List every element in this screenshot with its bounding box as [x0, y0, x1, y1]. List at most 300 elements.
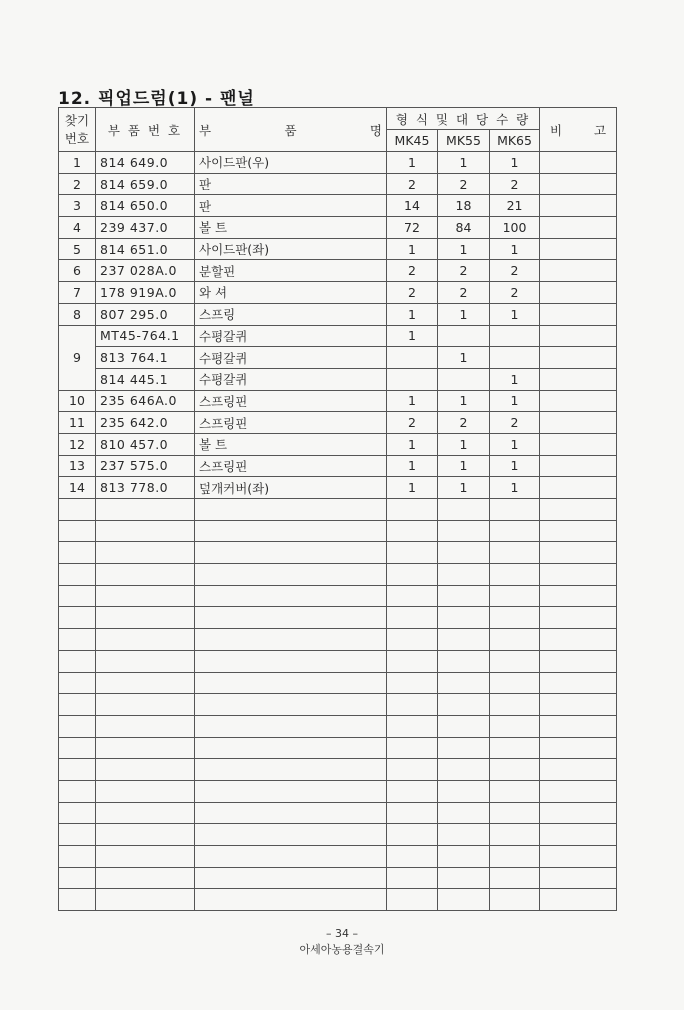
empty-cell [490, 715, 540, 737]
row-qty-mk65: 100 [490, 217, 540, 239]
empty-row [59, 824, 617, 846]
row-no: 14 [59, 477, 96, 499]
empty-cell [540, 542, 617, 564]
table-row [59, 173, 617, 195]
empty-cell [540, 650, 617, 672]
header-part-name-3: 명 [369, 122, 382, 138]
empty-cell [387, 867, 438, 889]
empty-cell [540, 715, 617, 737]
row-part-name: 스프링핀 [195, 455, 387, 477]
empty-cell [540, 737, 617, 759]
row-qty-mk65: 2 [490, 173, 540, 195]
empty-cell [438, 715, 490, 737]
row-part-number: 813 764.1 [96, 347, 195, 369]
row-remarks [540, 195, 617, 217]
table-row [59, 325, 617, 347]
empty-cell [195, 650, 387, 672]
empty-cell [96, 867, 195, 889]
empty-cell [59, 585, 96, 607]
empty-row [59, 629, 617, 651]
row-qty-mk55: 1 [438, 455, 490, 477]
empty-cell [195, 672, 387, 694]
row-qty-mk65: 1 [490, 477, 540, 499]
empty-cell [540, 564, 617, 586]
empty-cell [438, 585, 490, 607]
row-qty-mk55: 84 [438, 217, 490, 239]
empty-cell [490, 672, 540, 694]
row-part-name: 수평갈퀴 [195, 368, 387, 390]
empty-cell [59, 564, 96, 586]
empty-cell [387, 542, 438, 564]
row-no: 12 [59, 433, 96, 455]
table-row [59, 217, 617, 239]
row-remarks [540, 282, 617, 304]
row-part-name: 스프링 [195, 303, 387, 325]
row-qty-mk45: 1 [387, 325, 438, 347]
header-remarks-2: 고 [593, 122, 607, 138]
page-footer [0, 926, 684, 958]
empty-cell [387, 780, 438, 802]
row-qty-mk45: 1 [387, 238, 438, 260]
empty-row [59, 585, 617, 607]
empty-cell [195, 499, 387, 521]
empty-cell [96, 737, 195, 759]
empty-cell [540, 824, 617, 846]
row-remarks [540, 217, 617, 239]
empty-cell [540, 802, 617, 824]
row-no [59, 325, 96, 347]
row-qty-mk55 [438, 368, 490, 390]
empty-cell [540, 694, 617, 716]
header-part-name-1: 부 [199, 122, 212, 138]
row-qty-mk55: 1 [438, 152, 490, 174]
row-qty-mk45: 2 [387, 173, 438, 195]
empty-cell [195, 802, 387, 824]
empty-cell [540, 867, 617, 889]
empty-cell [59, 499, 96, 521]
empty-cell [59, 715, 96, 737]
row-part-name: 스프링핀 [195, 412, 387, 434]
empty-cell [490, 867, 540, 889]
empty-cell [490, 650, 540, 672]
row-part-number: 235 646A.0 [96, 390, 195, 412]
row-qty-mk65 [490, 325, 540, 347]
empty-row [59, 542, 617, 564]
empty-cell [59, 889, 96, 911]
empty-cell [387, 585, 438, 607]
header-part-name [195, 108, 387, 152]
row-part-number: 810 457.0 [96, 433, 195, 455]
row-no: 9 [59, 347, 96, 369]
empty-cell [195, 715, 387, 737]
row-part-number: 178 919A.0 [96, 282, 195, 304]
empty-cell [59, 824, 96, 846]
table-row [59, 303, 617, 325]
header-part-name-2: 품 [284, 122, 297, 138]
row-part-number: 813 778.0 [96, 477, 195, 499]
empty-cell [195, 542, 387, 564]
empty-cell [438, 867, 490, 889]
empty-row [59, 520, 617, 542]
header-model-mk65: MK65 [490, 130, 540, 152]
empty-row [59, 759, 617, 781]
empty-cell [96, 585, 195, 607]
empty-cell [438, 889, 490, 911]
empty-cell [387, 607, 438, 629]
row-remarks [540, 325, 617, 347]
empty-cell [438, 846, 490, 868]
row-no: 10 [59, 390, 96, 412]
row-no: 8 [59, 303, 96, 325]
row-qty-mk65: 2 [490, 282, 540, 304]
empty-cell [438, 780, 490, 802]
row-part-name: 분할핀 [195, 260, 387, 282]
empty-cell [540, 759, 617, 781]
row-qty-mk55: 2 [438, 260, 490, 282]
empty-cell [490, 564, 540, 586]
table-row [59, 455, 617, 477]
row-qty-mk55: 2 [438, 173, 490, 195]
row-no: 5 [59, 238, 96, 260]
empty-cell [96, 564, 195, 586]
row-qty-mk45: 1 [387, 152, 438, 174]
row-part-number: 807 295.0 [96, 303, 195, 325]
empty-cell [387, 737, 438, 759]
row-qty-mk45: 1 [387, 303, 438, 325]
row-qty-mk55: 1 [438, 477, 490, 499]
row-qty-mk55: 1 [438, 347, 490, 369]
empty-cell [438, 542, 490, 564]
row-qty-mk45: 2 [387, 412, 438, 434]
row-part-name: 스프링핀 [195, 390, 387, 412]
empty-cell [438, 564, 490, 586]
empty-cell [59, 802, 96, 824]
row-remarks [540, 238, 617, 260]
empty-cell [540, 780, 617, 802]
row-part-name: 볼 트 [195, 217, 387, 239]
empty-cell [540, 889, 617, 911]
empty-cell [438, 607, 490, 629]
row-qty-mk55: 2 [438, 412, 490, 434]
table-row [59, 152, 617, 174]
table-row [59, 477, 617, 499]
empty-cell [59, 629, 96, 651]
empty-cell [490, 694, 540, 716]
row-part-name: 판 [195, 173, 387, 195]
header-part-number: 부 품 번 호 [96, 108, 195, 152]
empty-cell [387, 694, 438, 716]
empty-cell [387, 499, 438, 521]
empty-row [59, 499, 617, 521]
empty-cell [490, 737, 540, 759]
row-remarks [540, 173, 617, 195]
row-part-name: 덮개커버(좌) [195, 477, 387, 499]
empty-cell [96, 520, 195, 542]
empty-cell [195, 694, 387, 716]
row-qty-mk55: 1 [438, 433, 490, 455]
row-remarks [540, 455, 617, 477]
row-qty-mk55: 1 [438, 390, 490, 412]
empty-cell [387, 715, 438, 737]
empty-row [59, 780, 617, 802]
empty-cell [387, 802, 438, 824]
row-qty-mk45: 1 [387, 390, 438, 412]
empty-cell [96, 846, 195, 868]
row-qty-mk65: 1 [490, 433, 540, 455]
empty-cell [96, 650, 195, 672]
row-remarks [540, 368, 617, 390]
row-qty-mk55: 1 [438, 238, 490, 260]
empty-cell [96, 672, 195, 694]
empty-row [59, 715, 617, 737]
empty-cell [540, 499, 617, 521]
empty-cell [59, 780, 96, 802]
row-no: 7 [59, 282, 96, 304]
page-number: – 34 – [326, 927, 358, 940]
empty-cell [490, 824, 540, 846]
table-row [59, 347, 617, 369]
row-part-number: 237 575.0 [96, 455, 195, 477]
empty-cell [59, 737, 96, 759]
empty-cell [438, 672, 490, 694]
empty-cell [490, 607, 540, 629]
table-row [59, 195, 617, 217]
row-part-number: 814 445.1 [96, 368, 195, 390]
empty-cell [59, 867, 96, 889]
empty-cell [195, 824, 387, 846]
table-row [59, 368, 617, 390]
row-qty-mk45: 2 [387, 260, 438, 282]
empty-cell [59, 694, 96, 716]
empty-cell [96, 542, 195, 564]
parts-table [58, 107, 617, 911]
empty-cell [59, 846, 96, 868]
empty-cell [195, 759, 387, 781]
row-qty-mk45: 14 [387, 195, 438, 217]
empty-row [59, 846, 617, 868]
row-part-name: 수평갈퀴 [195, 347, 387, 369]
empty-cell [387, 846, 438, 868]
empty-cell [59, 672, 96, 694]
row-part-number: 814 650.0 [96, 195, 195, 217]
row-remarks [540, 260, 617, 282]
empty-cell [96, 629, 195, 651]
empty-cell [438, 824, 490, 846]
row-part-number: 814 659.0 [96, 173, 195, 195]
row-qty-mk65: 1 [490, 455, 540, 477]
table-row [59, 433, 617, 455]
empty-row [59, 694, 617, 716]
empty-cell [540, 520, 617, 542]
header-no-line2: 번호 [64, 130, 90, 146]
empty-cell [195, 846, 387, 868]
empty-cell [59, 542, 96, 564]
empty-cell [195, 867, 387, 889]
row-part-name: 사이드판(좌) [195, 238, 387, 260]
empty-cell [96, 824, 195, 846]
header-model-mk45: MK45 [387, 130, 438, 152]
table-row [59, 412, 617, 434]
row-qty-mk55: 18 [438, 195, 490, 217]
row-qty-mk55: 1 [438, 303, 490, 325]
empty-cell [540, 672, 617, 694]
row-part-number: 239 437.0 [96, 217, 195, 239]
empty-cell [540, 607, 617, 629]
row-qty-mk65: 1 [490, 238, 540, 260]
empty-cell [96, 607, 195, 629]
empty-row [59, 672, 617, 694]
row-qty-mk45: 1 [387, 433, 438, 455]
empty-cell [59, 650, 96, 672]
row-part-number: 814 649.0 [96, 152, 195, 174]
empty-row [59, 737, 617, 759]
row-part-number: MT45-764.1 [96, 325, 195, 347]
row-no: 11 [59, 412, 96, 434]
empty-row [59, 889, 617, 911]
empty-row [59, 650, 617, 672]
empty-cell [438, 737, 490, 759]
empty-cell [540, 846, 617, 868]
row-no: 13 [59, 455, 96, 477]
empty-cell [387, 520, 438, 542]
row-part-name: 볼 트 [195, 433, 387, 455]
empty-cell [540, 629, 617, 651]
empty-cell [195, 889, 387, 911]
row-part-name: 수평갈퀴 [195, 325, 387, 347]
row-part-number: 814 651.0 [96, 238, 195, 260]
row-qty-mk45: 72 [387, 217, 438, 239]
row-part-number: 235 642.0 [96, 412, 195, 434]
table-row [59, 238, 617, 260]
empty-cell [490, 780, 540, 802]
empty-cell [59, 520, 96, 542]
row-remarks [540, 412, 617, 434]
row-remarks [540, 347, 617, 369]
row-remarks [540, 433, 617, 455]
header-no [59, 108, 96, 152]
empty-cell [490, 542, 540, 564]
empty-cell [96, 889, 195, 911]
row-qty-mk65: 2 [490, 412, 540, 434]
row-qty-mk45: 2 [387, 282, 438, 304]
empty-cell [490, 629, 540, 651]
row-qty-mk45 [387, 347, 438, 369]
empty-cell [387, 629, 438, 651]
empty-cell [96, 715, 195, 737]
page-title: 12. 픽업드럼(1) - 팬널 [58, 89, 255, 109]
row-qty-mk45 [387, 368, 438, 390]
row-no [59, 368, 96, 390]
empty-cell [195, 607, 387, 629]
table-row [59, 282, 617, 304]
row-no: 3 [59, 195, 96, 217]
header-model-mk55: MK55 [438, 130, 490, 152]
row-qty-mk55: 2 [438, 282, 490, 304]
header-no-line1: 찾기 [64, 112, 90, 128]
empty-cell [438, 650, 490, 672]
empty-cell [490, 499, 540, 521]
empty-cell [195, 629, 387, 651]
empty-cell [387, 672, 438, 694]
row-remarks [540, 390, 617, 412]
empty-cell [438, 694, 490, 716]
empty-cell [195, 585, 387, 607]
header-remarks-1: 비 [550, 122, 563, 138]
row-remarks [540, 303, 617, 325]
row-part-number: 237 028A.0 [96, 260, 195, 282]
empty-cell [438, 759, 490, 781]
empty-cell [490, 889, 540, 911]
row-no: 6 [59, 260, 96, 282]
company-name: 아세아농용결속기 [299, 943, 385, 956]
empty-row [59, 867, 617, 889]
table-row [59, 390, 617, 412]
header-qty-group: 형 식 및 대 당 수 량 [387, 108, 540, 130]
empty-cell [490, 585, 540, 607]
empty-cell [96, 694, 195, 716]
empty-cell [490, 846, 540, 868]
empty-row [59, 564, 617, 586]
empty-cell [96, 759, 195, 781]
empty-cell [387, 824, 438, 846]
row-no: 2 [59, 173, 96, 195]
table-row [59, 260, 617, 282]
row-qty-mk45: 1 [387, 455, 438, 477]
row-qty-mk65: 1 [490, 390, 540, 412]
empty-cell [438, 629, 490, 651]
row-qty-mk65: 1 [490, 368, 540, 390]
empty-cell [490, 759, 540, 781]
empty-cell [387, 889, 438, 911]
empty-cell [195, 780, 387, 802]
empty-cell [96, 780, 195, 802]
empty-cell [96, 499, 195, 521]
row-remarks [540, 477, 617, 499]
empty-cell [490, 802, 540, 824]
row-part-name: 와 셔 [195, 282, 387, 304]
empty-cell [438, 499, 490, 521]
row-qty-mk65: 1 [490, 303, 540, 325]
row-no: 1 [59, 152, 96, 174]
empty-cell [438, 520, 490, 542]
row-remarks [540, 152, 617, 174]
row-qty-mk65: 1 [490, 152, 540, 174]
row-qty-mk65 [490, 347, 540, 369]
row-qty-mk65: 21 [490, 195, 540, 217]
row-part-name: 판 [195, 195, 387, 217]
empty-cell [59, 759, 96, 781]
empty-cell [490, 520, 540, 542]
empty-cell [195, 564, 387, 586]
empty-cell [387, 564, 438, 586]
empty-cell [540, 585, 617, 607]
empty-cell [195, 737, 387, 759]
header-remarks [540, 108, 617, 152]
empty-cell [387, 759, 438, 781]
empty-row [59, 802, 617, 824]
row-qty-mk55 [438, 325, 490, 347]
empty-cell [195, 520, 387, 542]
row-no: 4 [59, 217, 96, 239]
empty-row [59, 607, 617, 629]
empty-cell [438, 802, 490, 824]
row-qty-mk45: 1 [387, 477, 438, 499]
row-qty-mk65: 2 [490, 260, 540, 282]
empty-cell [387, 650, 438, 672]
empty-cell [59, 607, 96, 629]
row-part-name: 사이드판(우) [195, 152, 387, 174]
empty-cell [96, 802, 195, 824]
